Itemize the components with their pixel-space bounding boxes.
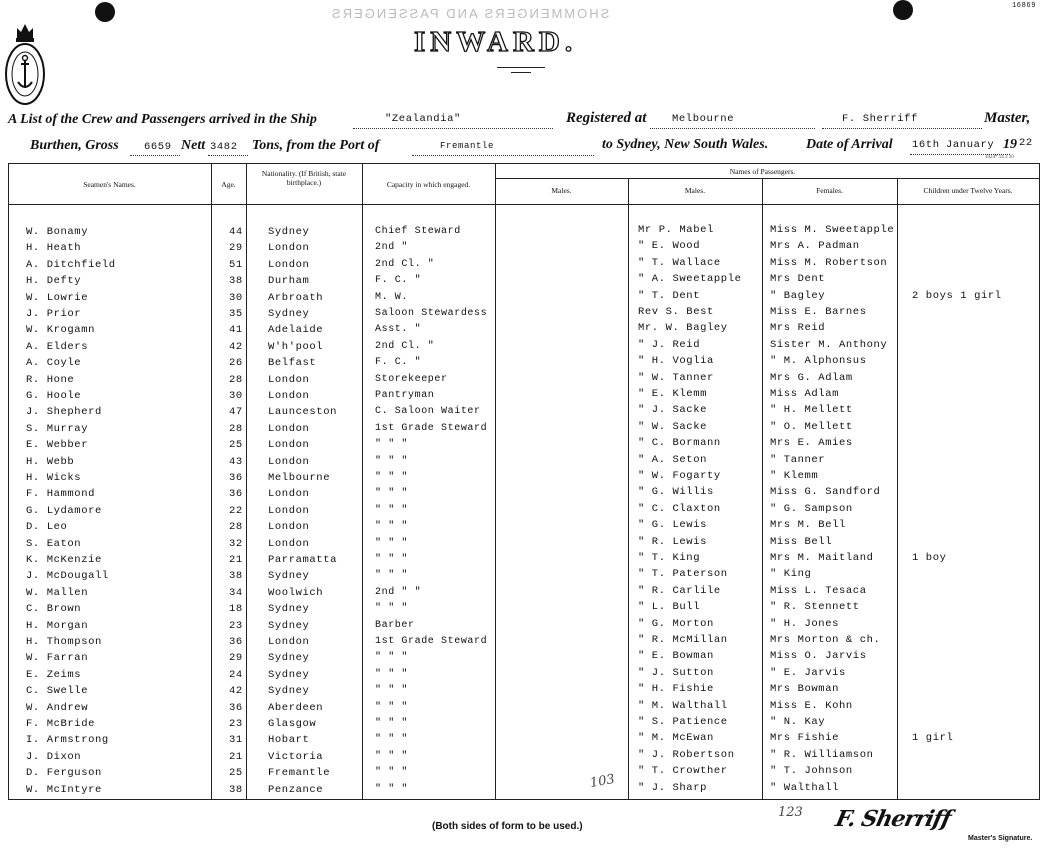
col-rule-cap [362,163,363,799]
crew-nationality: London [268,374,310,386]
header-capacity: Capacity in which engaged. [386,180,471,189]
passenger-male: " C. Bormann [638,437,721,449]
crew-capacity: " " " [375,652,409,663]
crew-capacity: 2nd Cl. " [375,259,435,270]
crew-name: W. Bonamy [26,226,89,238]
crew-age: 44 [229,226,243,238]
crew-nationality: London [268,538,310,550]
passenger-female: Mrs Dent [770,273,826,285]
crew-capacity: Storekeeper [375,374,448,385]
crew-nationality: Fremantle [268,767,331,779]
header-line1-prefix: A List of the Crew and Passengers arrived in the Ship [8,112,317,127]
crew-nationality: London [268,636,310,648]
header-nationality: Nationality. (If British, state birthplace.) [261,169,347,187]
arrival-label: Date of Arrival [806,137,893,152]
crew-age: 36 [229,636,243,648]
master-name: F. Sherriff [842,113,918,125]
registered-at: Melbourne [672,113,735,125]
passenger-female: Miss Bell [770,536,833,548]
passenger-male: " M. Walthall [638,700,728,712]
crew-nationality: Hobart [268,734,310,746]
crew-age: 25 [229,767,243,779]
crew-age: 25 [229,439,243,451]
passenger-female: Miss E. Kohn [770,700,853,712]
crew-name: H. Webb [26,456,75,468]
crew-age: 47 [229,406,243,418]
crew-nationality: Sydney [268,603,310,615]
print-code: 1024* 14 3 10 [985,155,1014,160]
crew-nationality: Durham [268,275,310,287]
table-top-rule [8,163,1040,164]
arrival-century: 19 [1003,137,1017,152]
header-females: Females. [816,186,843,195]
crew-capacity: Barber [375,620,415,631]
crew-nationality: London [268,439,310,451]
crew-capacity: " " " [375,734,409,745]
crew-capacity: Pantryman [375,390,435,401]
crew-name: C. Swelle [26,685,89,697]
passenger-male: " H. Voglia [638,355,714,367]
passenger-male: " W. Tanner [638,372,714,384]
nett-tons: 3482 [210,141,238,153]
crew-nationality: Victoria [268,751,324,763]
crew-capacity: " " " [375,685,409,696]
passenger-female: Mrs G. Adlam [770,372,853,384]
passenger-male: " J. Reid [638,339,701,351]
passenger-female: Miss G. Sandford [770,486,881,498]
crew-name: J. Dixon [26,751,82,763]
crew-nationality: W'h'pool [268,341,324,353]
crew-nationality: Sydney [268,226,310,238]
crew-age: 42 [229,341,243,353]
passenger-male: " C. Claxton [638,503,721,515]
crew-age: 21 [229,751,243,763]
crew-name: R. Hone [26,374,75,386]
passenger-male: " M. McEwan [638,732,714,744]
binder-hole-right [893,0,913,20]
passenger-male: " A. Sweetapple [638,273,742,285]
marginal-number-1: 103 [588,771,616,792]
crew-age: 28 [229,521,243,533]
nett-label: Nett [181,138,206,153]
crew-capacity: 2nd Cl. " [375,341,435,352]
passenger-female: " R. Stennett [770,601,860,613]
crew-age: 30 [229,390,243,402]
crew-age: 35 [229,308,243,320]
table-bottom-rule [8,799,1040,800]
passenger-female: Miss Adlam [770,388,840,400]
passenger-male: " T. Crowther [638,765,728,777]
crew-capacity: " " " [375,570,409,581]
passenger-female: " M. Alphonsus [770,355,867,367]
passenger-children: 2 boys 1 girl [912,290,1002,302]
passengers-subhead-rule [495,178,1040,179]
crew-capacity: " " " [375,456,409,467]
crew-nationality: London [268,521,310,533]
signature-label: Master's Signature. [968,835,1033,842]
passenger-male: " T. Wallace [638,257,721,269]
arrival-date [910,139,1010,155]
table-header-rule [8,204,1040,205]
crew-nationality: London [268,242,310,254]
passenger-male: " R. Carlile [638,585,721,597]
crew-nationality: London [268,488,310,500]
crew-age: 28 [229,423,243,435]
passenger-male: Mr. W. Bagley [638,322,728,334]
crew-capacity: Asst. " [375,324,422,335]
crew-age: 36 [229,702,243,714]
crew-age: 42 [229,685,243,697]
title-rule-dot [511,72,531,73]
crew-age: 51 [229,259,243,271]
title-rule [497,67,545,68]
crew-capacity: Saloon Stewardess [375,308,488,319]
crew-name: S. Murray [26,423,89,435]
crew-age: 18 [229,603,243,615]
crew-nationality: Woolwich [268,587,324,599]
crew-name: F. Hammond [26,488,96,500]
crew-capacity: 1st Grade Steward [375,636,488,647]
master-signature: F. Sherriff [833,806,953,832]
passenger-female: Miss E. Barnes [770,306,867,318]
header-males: Males. [551,186,572,195]
col-rule-age [211,163,212,799]
passenger-male: " A. Seton [638,454,708,466]
crew-name: H. Wicks [26,472,82,484]
mercantile-marine-emblem [4,10,46,106]
passenger-male: " W. Fogarty [638,470,721,482]
crew-name: I. Armstrong [26,734,109,746]
crew-nationality: Belfast [268,357,317,369]
passenger-male: " R. Lewis [638,536,708,548]
crew-name: A. Coyle [26,357,82,369]
crew-nationality: Sydney [268,620,310,632]
passenger-female: " H. Jones [770,618,840,630]
crew-nationality: Launceston [268,406,338,418]
crew-name: D. Leo [26,521,68,533]
passenger-female: Mrs Fishie [770,732,840,744]
crew-nationality: London [268,456,310,468]
crew-name: W. Krogamn [26,324,96,336]
passenger-female: Mrs A. Padman [770,240,860,252]
crew-name: G. Hoole [26,390,82,402]
crew-name: W. McIntyre [26,784,102,796]
crew-capacity: " " " [375,751,409,762]
passenger-female: Mrs Morton & ch. [770,634,881,646]
crew-age: 26 [229,357,243,369]
passenger-male: " W. Sacke [638,421,708,433]
crew-nationality: Sydney [268,308,310,320]
crew-age: 38 [229,784,243,796]
passenger-female: " King [770,568,812,580]
header-children: Children under Twelve Years. [923,186,1013,195]
passenger-female: Mrs Bowman [770,683,840,695]
passenger-female: " G. Sampson [770,503,853,515]
crew-name: H. Morgan [26,620,89,632]
to-sydney-label: to Sydney, New South Wales. [602,137,769,152]
passenger-male: " T. Dent [638,290,701,302]
crew-capacity: 2nd " [375,242,409,253]
page-title: INWARD. [414,26,578,58]
header-passengers: Names of Passengers. [729,167,796,176]
col-rule-children [897,178,898,799]
crew-age: 29 [229,242,243,254]
crew-capacity: C. Saloon Waiter [375,406,481,417]
passenger-male: Rev S. Best [638,306,714,318]
arrival-day: 16th [912,139,940,151]
crew-capacity: " " " [375,784,409,795]
crew-nationality: Aberdeen [268,702,324,714]
crew-capacity: 2nd " " [375,587,422,598]
passenger-female: " N. Kay [770,716,826,728]
crew-age: 32 [229,538,243,550]
passenger-female: " O. Mellett [770,421,853,433]
crew-age: 34 [229,587,243,599]
passenger-female: Mrs M. Bell [770,519,846,531]
crew-nationality: Adelaide [268,324,324,336]
form-number: 16869 [1012,2,1037,10]
crew-age: 23 [229,620,243,632]
passenger-female: " Walthall [770,782,840,794]
crew-name: J. McDougall [26,570,109,582]
crew-age: 36 [229,472,243,484]
passenger-female: " Bagley [770,290,826,302]
passenger-male: " R. McMillan [638,634,728,646]
header-males-sub: Males. [684,186,706,195]
col-rule-right [1039,163,1040,799]
passenger-male: " G. Morton [638,618,714,630]
crew-name: W. Andrew [26,702,89,714]
registered-label: Registered at [566,110,647,126]
crew-age: 38 [229,570,243,582]
arrival-month: January [946,139,995,151]
passenger-male: " T. Paterson [638,568,728,580]
crew-nationality: Sydney [268,669,310,681]
crew-name: W. Mallen [26,587,89,599]
passenger-female: " Klemm [770,470,819,482]
tons-from-port-label: Tons, from the Port of [252,138,380,153]
passenger-male: " H. Fishie [638,683,714,695]
passenger-male: " S. Patience [638,716,728,728]
crew-nationality: London [268,505,310,517]
crew-age: 41 [229,324,243,336]
passenger-female: Sister M. Anthony [770,339,888,351]
arrival-year: 22 [1019,137,1033,149]
passenger-female: " E. Jarvis [770,667,846,679]
passenger-female: " Tanner [770,454,826,466]
crew-name: J. Prior [26,308,82,320]
crew-name: A. Elders [26,341,89,353]
crew-age: 43 [229,456,243,468]
crew-capacity: " " " [375,669,409,680]
passenger-male: " J. Robertson [638,749,735,761]
passenger-female: " H. Mellett [770,404,853,416]
passenger-female: Mrs Reid [770,322,826,334]
crew-capacity: " " " [375,488,409,499]
crew-name: H. Heath [26,242,82,254]
crew-name: W. Farran [26,652,89,664]
crew-name: F. McBride [26,718,96,730]
passenger-female: Miss O. Jarvis [770,650,867,662]
gross-field [130,140,180,156]
crew-name: H. Thompson [26,636,102,648]
crew-nationality: London [268,423,310,435]
crew-capacity: " " " [375,538,409,549]
crew-age: 29 [229,652,243,664]
col-rule-nat [246,163,247,799]
crew-nationality: Glasgow [268,718,317,730]
passenger-female: " T. Johnson [770,765,853,777]
passenger-female: Mrs E. Amies [770,437,853,449]
crew-age: 23 [229,718,243,730]
crew-age: 38 [229,275,243,287]
crew-name: C. Brown [26,603,82,615]
passenger-female: Miss M. Robertson [770,257,888,269]
crew-nationality: Melbourne [268,472,331,484]
passenger-male: Mr P. Mabel [638,224,714,236]
ship-name: "Zealandia" [385,113,461,125]
crew-capacity: " " " [375,767,409,778]
crew-nationality: Parramatta [268,554,338,566]
passenger-male: " J. Sharp [638,782,708,794]
port-of-origin: Fremantle [440,141,495,151]
gross-tons: 6659 [144,141,172,153]
crew-age: 28 [229,374,243,386]
passenger-male: " E. Wood [638,240,701,252]
crew-capacity: " " " [375,718,409,729]
crew-nationality: Sydney [268,570,310,582]
passenger-female: " R. Williamson [770,749,874,761]
crew-age: 36 [229,488,243,500]
crew-name: E. Webber [26,439,89,451]
crew-name: E. Zeims [26,669,82,681]
marginal-number-2: 123 [778,805,803,820]
crew-age: 22 [229,505,243,517]
burthen-label: Burthen, Gross [30,138,119,153]
crew-capacity: 1st Grade Steward [375,423,488,434]
passenger-male: " J. Sutton [638,667,714,679]
crew-name: J. Shepherd [26,406,102,418]
crew-name: W. Lowrie [26,292,89,304]
crew-capacity: " " " [375,521,409,532]
footer-note: (Both sides of form to be used.) [432,821,583,832]
passenger-female: Mrs M. Maitland [770,552,874,564]
port-field [412,140,594,156]
passenger-male: " E. Klemm [638,388,708,400]
crew-capacity: " " " [375,603,409,614]
crew-nationality: Arbroath [268,292,324,304]
nett-field [208,140,248,156]
crew-capacity: F. C. " [375,357,422,368]
crew-capacity: M. W. [375,292,409,303]
crew-age: 31 [229,734,243,746]
binder-hole-left [95,2,115,22]
crew-capacity: Chief Steward [375,226,461,237]
passenger-male: " G. Lewis [638,519,708,531]
col-rule-left [8,163,9,799]
crew-capacity: " " " [375,554,409,565]
crew-name: K. McKenzie [26,554,102,566]
col-rule-females [762,178,763,799]
passenger-male: " E. Bowman [638,650,714,662]
registered-at-field [650,112,815,129]
passenger-female: Miss L. Tesaca [770,585,867,597]
crew-age: 24 [229,669,243,681]
crew-capacity: " " " [375,702,409,713]
crew-name: D. Ferguson [26,767,102,779]
crew-nationality: London [268,259,310,271]
crew-capacity: " " " [375,505,409,516]
passenger-male: " J. Sacke [638,404,708,416]
master-field [822,112,982,129]
col-rule-males2 [628,178,629,799]
passenger-female: Miss M. Sweetapple [770,224,895,236]
crew-capacity: F. C. " [375,275,422,286]
passenger-children: 1 girl [912,732,954,744]
crew-age: 30 [229,292,243,304]
crew-nationality: Sydney [268,652,310,664]
crew-name: S. Eaton [26,538,82,550]
col-rule-pass [495,163,496,799]
bleed-through-text: SHOMMENGERS AND PASSENGERS [330,6,610,21]
passenger-male: " T. King [638,552,701,564]
passenger-male: " G. Willis [638,486,714,498]
crew-capacity: " " " [375,472,409,483]
passenger-children: 1 boy [912,552,947,564]
crew-age: 21 [229,554,243,566]
crew-nationality: Sydney [268,685,310,697]
crew-name: H. Defty [26,275,82,287]
crew-nationality: Penzance [268,784,324,796]
header-age: Age. [221,180,236,189]
ship-name-field [353,112,553,129]
crew-name: G. Lydamore [26,505,102,517]
crew-name: A. Ditchfield [26,259,116,271]
crew-nationality: London [268,390,310,402]
crew-capacity: " " " [375,439,409,450]
passenger-male: " L. Bull [638,601,701,613]
master-label: Master, [984,110,1031,126]
header-seamen: Seamen's Names. [83,180,136,189]
